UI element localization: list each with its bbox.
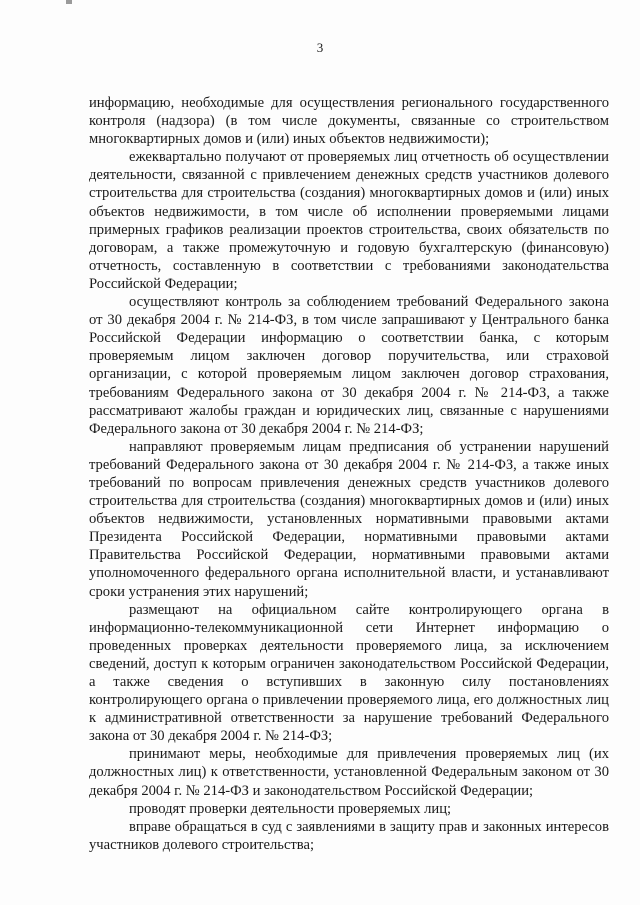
- paragraph-publication: размещают на официальном сайте контролирующего органа в информационно-телекоммуникационной сети Интернет информацию о проведенных проверках деятельности проверяемого лица, за исключением сведений, доступ к которым ограничен законодательством Российской Федерации, а также сведения о вступивших в законную силу постановлениях контролирующего органа о привлечении проверяемого лица, его должностных лиц к административной ответственности за нарушение требований Федерального закона от 30 декабря 2004 г. № 214-ФЗ;: [89, 601, 609, 745]
- paragraph-liability-measures: принимают меры, необходимые для привлечения проверяемых лиц (их должностных лиц) к ответственности, установленной Федеральным законом от 30 декабря 2004 г. № 214-ФЗ и законодательством Российской Федерации;: [89, 746, 609, 799]
- paragraph-compliance-control: осуществляют контроль за соблюдением требований Федерального закона от 30 декабря 2004 г. № 214-ФЗ, в том числе запрашивают у Центрального банка Российской Федерации информацию о соответствии банка, с которым проверяемым лицом заключен договор поручительства, или страховой организации, с которой проверяемым лицом заключен договор страхования, требованиям Федерального закона от 30 декабря 2004 г. № 214-ФЗ, а также рассматривают жалобы граждан и юридических лиц, связанные с нарушениями Федерального закона от 30 декабря 2004 г. № 214-ФЗ;: [89, 294, 609, 437]
- paragraph-orders: направляют проверяемым лицам предписания об устранении нарушений требований Федерального закона от 30 декабря 2004 г. № 214-ФЗ, а также иных требований по вопросам привлечения денежных средств участников долевого строительства для строительства (создания) многоквартирных домов и (или) иных объектов недвижимости, установленных нормативными правовыми актами Президента Российской Федерации, нормативными правовыми актами Правительства Российской Федерации, нормативными правовыми актами уполномоченного федерального органа исполнительной власти, и устанавливают сроки устранения этих нарушений;: [89, 438, 609, 600]
- page-number: 3: [316, 40, 324, 55]
- paragraph-continuation: информацию, необходимые для осуществления регионального государственного контроля (надзора) (в том числе документы, связанные со строительством многоквартирных домов и (или) иных объектов недвижимости);: [89, 95, 609, 148]
- paragraph-court-appeal: вправе обращаться в суд с заявлениями в защиту прав и законных интересов участников долевого строительства;: [89, 818, 609, 853]
- paragraph-inspections: проводят проверки деятельности проверяемых лиц;: [129, 800, 452, 817]
- paragraph-quarterly-reporting: ежеквартально получают от проверяемых лиц отчетность об осуществлении деятельности, связанной с привлечением денежных средств участников долевого строительства для строительства (создания) многоквартирных домов и (или) иных объектов недвижимости, в том числе об исполнении проверяемыми лицами примерных графиков реализации проектов строительства, своих обязательств по договорам, а также промежуточную и годовую бухгалтерскую (финансовую) отчетность, составленную в соответствии с требованиями законодательства Российской Федерации;: [89, 149, 609, 292]
- scan-mark: [66, 0, 72, 4]
- document-body: [89, 94, 609, 854]
